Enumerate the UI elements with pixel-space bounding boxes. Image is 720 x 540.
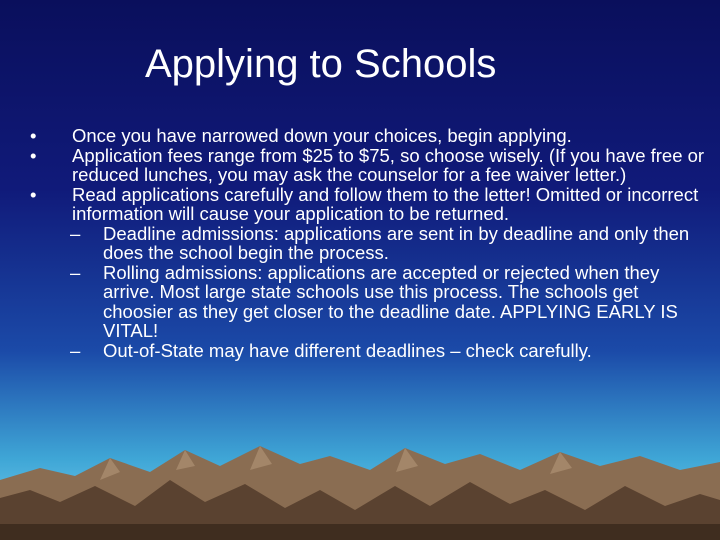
sub-bullet-item <box>30 224 710 263</box>
bullet-item <box>30 185 710 224</box>
bullet-text: Read applications carefully and follow them to the letter! Omitted or incorrect information will cause your application to be returned. <box>72 183 699 224</box>
sub-bullet-item <box>30 263 710 341</box>
sub-bullet-text: Out-of-State may have different deadlines – check carefully. <box>103 339 592 361</box>
bullet-item <box>30 146 710 185</box>
sub-bullet-text: Deadline admissions: applications are sent in by deadline and only then does the school begin the process. <box>103 222 690 263</box>
bullet-glyph: • <box>30 125 37 146</box>
bullet-text: Application fees range from $25 to $75, so choose wisely. (If you have free or reduced lunches, you may ask the counselor for a fee waiver letter.) <box>72 144 705 185</box>
sub-bullet-text: Rolling admissions: applications are accepted or rejected when they arrive. Most large state schools use this process. The schools get choosier as they get closer to the deadline date. APPLYING EARLY IS VITAL! <box>103 261 678 341</box>
dash-glyph: – <box>70 222 81 244</box>
bullet-glyph: • <box>30 144 37 166</box>
bullet-item <box>30 126 710 146</box>
bullet-list <box>30 126 710 224</box>
valley-floor <box>0 524 720 540</box>
bullet-text: Once you have narrowed down your choices, begin applying. <box>72 125 572 146</box>
slide-title: Applying to Schools <box>145 42 497 86</box>
mountain-range-illustration <box>0 420 720 540</box>
dash-glyph: – <box>70 261 81 283</box>
sub-bullet-list <box>30 224 710 361</box>
dash-glyph: – <box>70 339 81 361</box>
bullet-glyph: • <box>30 183 37 205</box>
slide-content <box>30 126 710 360</box>
sub-bullet-item <box>30 341 710 361</box>
